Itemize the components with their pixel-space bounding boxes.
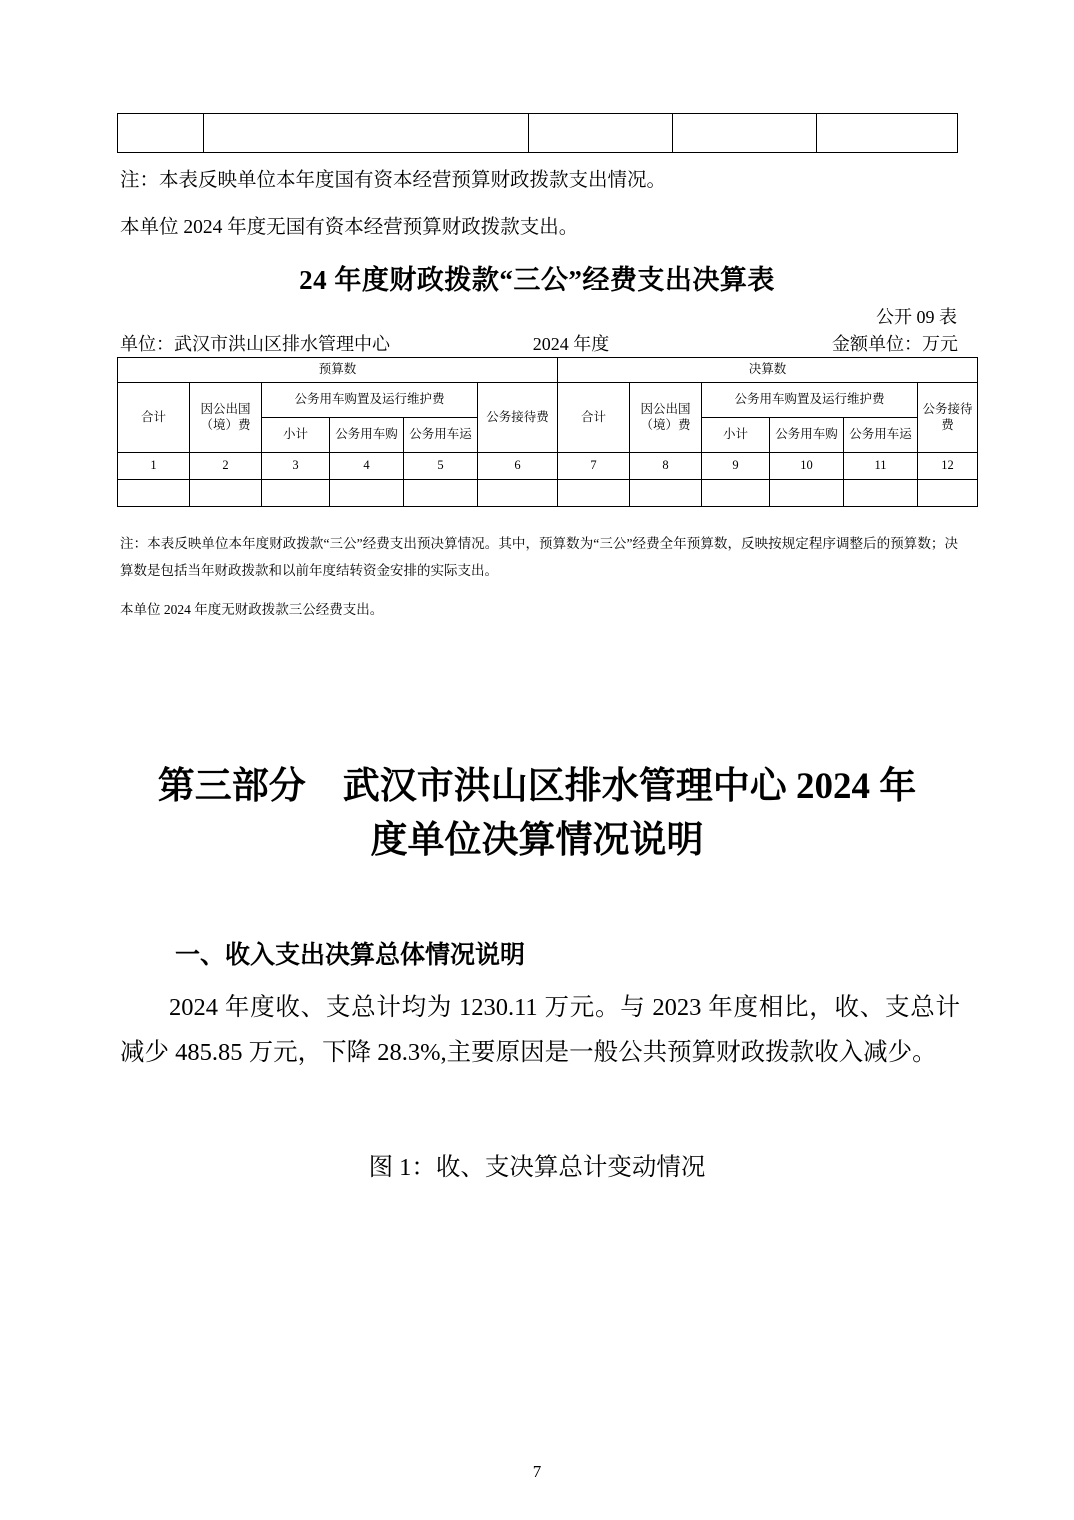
sangong-table	[117, 357, 978, 507]
col-number: 4	[330, 453, 404, 480]
table-cell	[918, 480, 978, 507]
col-number: 8	[630, 453, 702, 480]
table-row-column-numbers	[118, 453, 978, 480]
col-number: 9	[702, 453, 770, 480]
col-number: 2	[190, 453, 262, 480]
meta-year: 2024 年度	[532, 334, 610, 354]
col-budget-vehicle-subtotal: 小计	[262, 418, 330, 453]
continued-table	[117, 113, 958, 153]
col-budget-reception: 公务接待费	[478, 383, 558, 453]
group-header-final: 决算数	[558, 358, 978, 383]
table-cell	[330, 480, 404, 507]
col-budget-abroad: 因公出国（境）费	[190, 383, 262, 453]
table-cell	[190, 480, 262, 507]
section-heading-one: 一、收入支出决算总体情况说明	[175, 941, 526, 969]
col-final-reception: 公务接待费	[918, 383, 978, 453]
col-number: 12	[918, 453, 978, 480]
col-number: 10	[770, 453, 844, 480]
col-budget-vehicle-group: 公务用车购置及运行维护费	[262, 383, 478, 418]
table-cell	[529, 114, 673, 153]
col-final-vehicle-operate: 公务用车运	[844, 418, 918, 453]
sangong-note-1: 注：本表反映单位本年度财政拨款“三公”经费支出预决算情况。其中，预算数为“三公”经费全年预算数，反映按规定程序调整后的预算数；决算数是包括当年财政拨款和以前年度结转资金安排的实际支出。	[120, 536, 958, 578]
figure-caption: 图 1：收、支决算总计变动情况	[368, 1154, 706, 1181]
sangong-table-title: 24 年度财政拨款“三公”经费支出决算表	[299, 265, 775, 295]
col-budget-vehicle-purchase: 公务用车购	[330, 418, 404, 453]
continued-table-wrapper	[117, 113, 957, 153]
table-row-subheader-1	[118, 383, 978, 418]
table-cell	[118, 480, 190, 507]
table-cell	[770, 480, 844, 507]
table-cell	[844, 480, 918, 507]
col-budget-vehicle-operate: 公务用车运	[404, 418, 478, 453]
table-cell	[118, 114, 204, 153]
col-final-total: 合计	[558, 383, 630, 453]
col-final-vehicle-group: 公务用车购置及运行维护费	[702, 383, 918, 418]
col-final-abroad: 因公出国（境）费	[630, 383, 702, 453]
sangong-table-wrapper	[117, 357, 973, 507]
table-note-2: 本单位 2024 年度无国有资本经营预算财政拨款支出。	[120, 217, 579, 238]
sangong-table-code: 公开 09 表	[876, 307, 957, 327]
table-cell	[673, 114, 817, 153]
col-final-vehicle-subtotal: 小计	[702, 418, 770, 453]
col-final-vehicle-purchase: 公务用车购	[770, 418, 844, 453]
col-number: 7	[558, 453, 630, 480]
table-cell	[630, 480, 702, 507]
meta-unit: 单位：武汉市洪山区排水管理中心	[120, 334, 390, 354]
col-number: 6	[478, 453, 558, 480]
table-cell	[817, 114, 958, 153]
group-header-budget: 预算数	[118, 358, 558, 383]
part-three-heading-line1: 第三部分 武汉市洪山区排水管理中心 2024 年	[157, 766, 917, 807]
table-note-1: 注：本表反映单位本年度国有资本经营预算财政拨款支出情况。	[120, 170, 667, 191]
sangong-note-2: 本单位 2024 年度无财政拨款三公经费支出。	[120, 602, 384, 617]
col-number: 3	[262, 453, 330, 480]
table-cell	[204, 114, 529, 153]
table-cell	[558, 480, 630, 507]
part-three-heading-line2: 度单位决算情况说明	[370, 819, 704, 861]
col-budget-total: 合计	[118, 383, 190, 453]
meta-amount-unit: 金额单位：万元	[832, 334, 958, 354]
body-paragraph: 2024 年度收、支总计均为 1230.11 万元。与 2023 年度相比，收、支总计减少 485.85 万元，下降 28.3%,主要原因是一般公共预算财政拨款收入减少。	[120, 994, 960, 1067]
sangong-table-meta	[120, 330, 958, 356]
page-number: 7	[532, 1462, 542, 1481]
col-number: 5	[404, 453, 478, 480]
table-cell	[702, 480, 770, 507]
table-row-group-header	[118, 358, 978, 383]
table-cell	[404, 480, 478, 507]
table-cell	[262, 480, 330, 507]
part-three-heading	[117, 760, 957, 867]
table-row-data	[118, 480, 978, 507]
table-row	[118, 114, 958, 153]
col-number: 11	[844, 453, 918, 480]
table-cell	[478, 480, 558, 507]
col-number: 1	[118, 453, 190, 480]
